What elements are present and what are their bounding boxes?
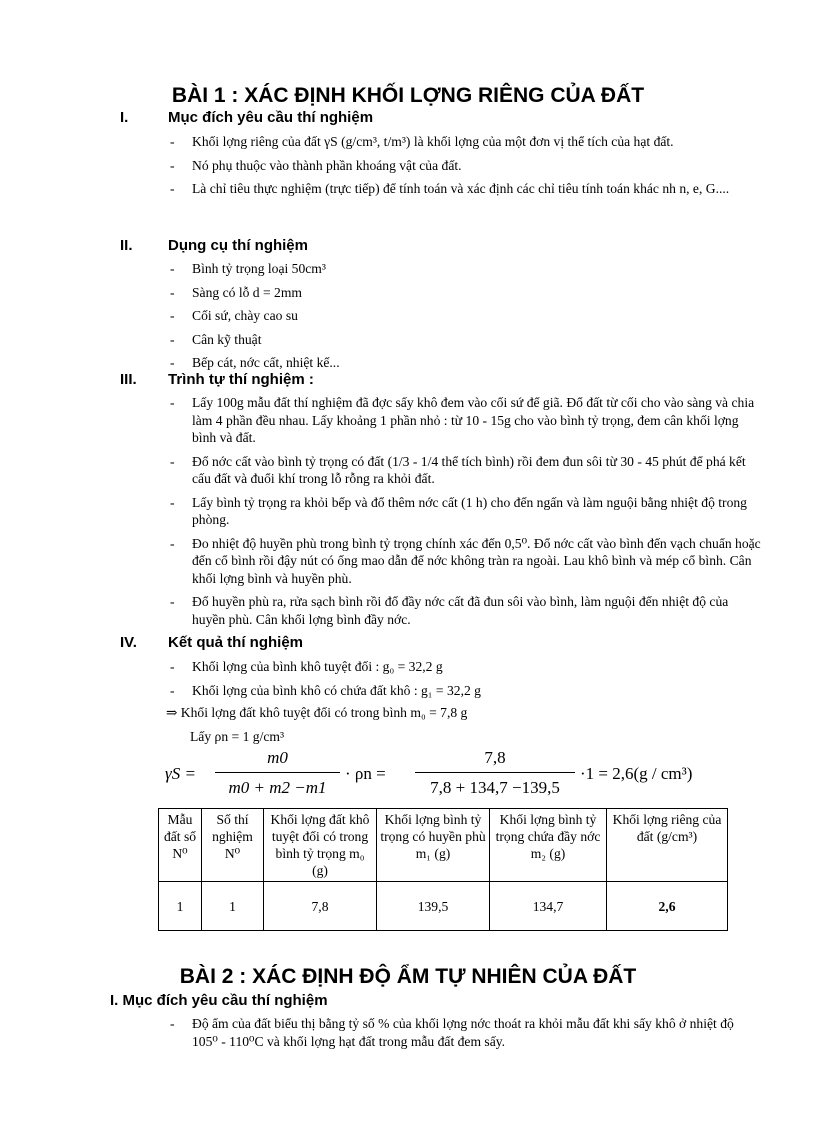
table-cell: 1 [202, 882, 264, 931]
list-item: - Lấy 100g mẫu đất thí nghiệm đã đợc sấy khô đem vào cối sứ để giã. Đổ đất từ cối cho vào sàng và chia làm 4 phần đều nhau. Lấy khoảng 1 phần nhỏ : từ 10 - 15g cho vào bình tỷ trọng, đem cân khối lợng bình và đất. [166, 394, 762, 447]
list-item: - Cân kỹ thuật [166, 331, 762, 349]
section-title: Dụng cụ thí nghiệm [168, 237, 308, 254]
formula-result: ·1 = 2,6(g / cm³) [580, 764, 693, 783]
list-item: - Khối lợng của bình khô tuyệt đối : g₀ = 32,2 g [166, 658, 762, 676]
formula-middle: · ρn = [345, 764, 386, 783]
table-cell: 1 [159, 882, 202, 931]
list-item: - Đổ nớc cất vào bình tỷ trọng có đất (1/3 - 1/4 thể tích bình) rồi đem đun sôi từ 30 - 45 phút để phá kết cấu đất và đuổi khí trong lỗ rỗng ra khỏi đất. [166, 453, 762, 488]
section-1-list [166, 133, 762, 204]
table-header-cell: Khối lợng riêng của đất (g/cm³) [607, 809, 728, 882]
table-header-cell: Số thí nghiệm N⁰ [202, 809, 264, 882]
table-header-cell: Khối lợng bình tỷ trọng chứa đầy nớc m₂ (g) [490, 809, 607, 882]
list-item: - Khối lợng riêng của đất γS (g/cm³, t/m³) là khối lợng của một đơn vị thể tích của hạt đất. [166, 133, 762, 151]
fraction-bar [215, 772, 340, 773]
list-item: - Nó phụ thuộc vào thành phần khoáng vật của đất. [166, 157, 762, 175]
table-header-cell: Khối lợng đất khô tuyệt đối có trong bình tỷ trọng m₀ (g) [264, 809, 377, 882]
rho-line: Lấy ρn = 1 g/cm³ [190, 729, 285, 744]
results-table [158, 808, 728, 931]
section-title: Kết quả thí nghiệm [168, 634, 303, 651]
lesson2-section-1-heading [110, 992, 328, 1009]
list-item: - Sàng có lỗ d = 2mm [166, 284, 762, 302]
formula-lhs: γS = [165, 764, 196, 783]
lesson1-title: BÀI 1 : XÁC ĐỊNH KHỐI LỢNG RIÊNG CỦA ĐẤT [171, 84, 645, 107]
section-4-list [166, 658, 762, 705]
implies-line [166, 705, 467, 721]
implies-text: Khối lợng đất khô tuyệt đối có trong bình m₀ = 7,8 g [180, 705, 468, 720]
table-row [159, 882, 728, 931]
section-number: I. [120, 109, 129, 126]
formula-denominator-value: 7,8 + 134,7 −139,5 [430, 778, 560, 797]
list-item: - Cối sứ, chày cao su [166, 307, 762, 325]
section-number: II. [120, 237, 133, 254]
list-item: - Là chỉ tiêu thực nghiệm (trực tiếp) để tính toán và xác định các chỉ tiêu tính toán khác nh n, e, G.... [166, 180, 762, 198]
lesson2-section-1-list [166, 1015, 762, 1056]
table-cell: 2,6 [607, 882, 728, 931]
lesson2-title: BÀI 2 : XÁC ĐỊNH ĐỘ ẨM TỰ NHIÊN CỦA ĐẤT [179, 965, 637, 988]
table-header-row [159, 809, 728, 882]
table-cell: 139,5 [377, 882, 490, 931]
list-item: - Lấy bình tỷ trọng ra khỏi bếp và đổ thêm nớc cất (1 h) cho đến ngấn và làm nguội bằng nhiệt độ trong phòng. [166, 494, 762, 529]
formula-numerator: m0 [267, 748, 288, 767]
table-cell: 7,8 [264, 882, 377, 931]
section-3-list [166, 394, 762, 634]
formula-denominator: m0 + m2 −m1 [228, 778, 327, 797]
table-header-cell: Khối lợng bình tỷ trọng có huyền phù m₁ (g) [377, 809, 490, 882]
table-cell: 134,7 [490, 882, 607, 931]
section-2-list [166, 260, 762, 378]
table-header-cell: Mẫu đất số N⁰ [159, 809, 202, 882]
fraction-bar [415, 772, 575, 773]
implies-arrow-icon: ⇒ [166, 705, 178, 720]
section-title: Trình tự thí nghiệm : [168, 371, 314, 388]
list-item: - Đo nhiệt độ huyền phù trong bình tỷ trọng chính xác đến 0,5⁰. Đổ nớc cất vào bình đến vạch chuẩn hoặc đến cổ bình rồi đậy nút có ống mao dẫn để nớc không tràn ra ngoài. Lau khô bình và mép cổ bình. Cân khối lợng bình và huyền phù. [166, 535, 762, 588]
list-item: - Đổ huyền phù ra, rửa sạch bình rồi đổ đầy nớc cất đã đun sôi vào bình, làm nguội đến nhiệt độ của huyền phù. Cân khối lợng bình đầy nớc. [166, 593, 762, 628]
section-title: Mục đích yêu cầu thí nghiệm [168, 109, 374, 126]
list-item: - Khối lợng của bình khô có chứa đất khô : g₁ = 32,2 g [166, 682, 762, 700]
section-title: I. Mục đích yêu cầu thí nghiệm [110, 992, 328, 1009]
list-item: - Bình tỷ trọng loại 50cm³ [166, 260, 762, 278]
section-number: III. [120, 371, 137, 388]
section-number: IV. [120, 634, 137, 651]
list-item: - Bếp cát, nớc cất, nhiệt kế... [166, 354, 762, 372]
formula-numerator-value: 7,8 [484, 748, 506, 767]
list-item: - Độ ẩm của đất biểu thị bằng tỷ số % của khối lợng nớc thoát ra khỏi mẫu đất khi sấy khô ở nhiệt độ 105⁰ - 110⁰C và khối lợng hạt đất trong mẫu đất đem sấy. [166, 1015, 762, 1050]
